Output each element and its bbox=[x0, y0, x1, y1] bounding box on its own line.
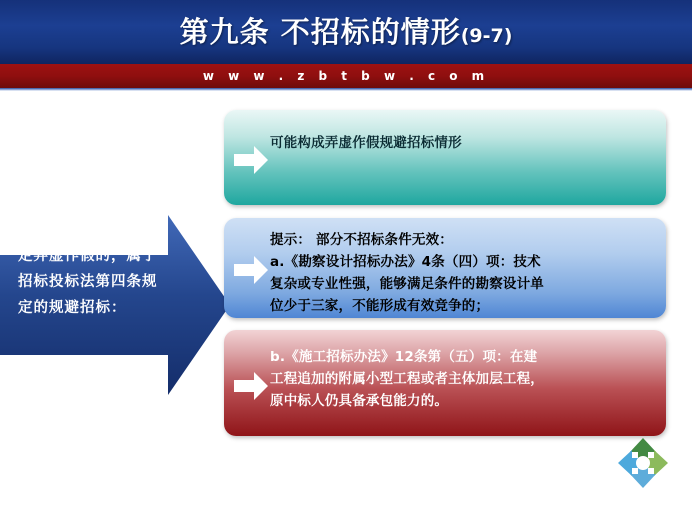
page-title bbox=[0, 10, 692, 51]
website-url: w w w . z b t b w . c o m bbox=[202, 69, 490, 83]
page-title-main: 第九条 不招标的情形 bbox=[179, 15, 461, 49]
content-box-red-text: b.《施工招标办法》12条第（五）项：在建 工程追加的附属小型工程或者主体加层工程， 原中标人仍具备承包能力的。 bbox=[270, 349, 544, 409]
content-box-blue-text: 提示： 部分不招标条件无效： a.《勘察设计招标办法》4条（四）项：技术 复杂或专业性强，能够满足条件的勘察设计单 位少于三家，不能形成有效竞争的； bbox=[270, 232, 544, 314]
arrow-right-icon bbox=[234, 372, 268, 400]
page-title-sub: (9-7) bbox=[460, 25, 513, 47]
slide-header bbox=[0, 0, 692, 64]
content-box-blue bbox=[224, 218, 666, 318]
content-box-teal bbox=[224, 110, 666, 205]
content-box-red bbox=[224, 330, 666, 436]
website-bar bbox=[0, 64, 692, 88]
content-box-teal-text: 可能构成弄虚作假规避招标情形 bbox=[270, 135, 462, 151]
header-divider bbox=[0, 88, 692, 91]
arrow-right-icon bbox=[234, 256, 268, 284]
arrow-right-icon bbox=[234, 146, 268, 174]
left-arrow-callout bbox=[0, 170, 230, 440]
left-arrow-text: 招标人为适用前款规定弄虚作假的，属于招标投标法第四条规定的规避招标： bbox=[18, 222, 158, 316]
recycle-icon bbox=[612, 432, 674, 494]
